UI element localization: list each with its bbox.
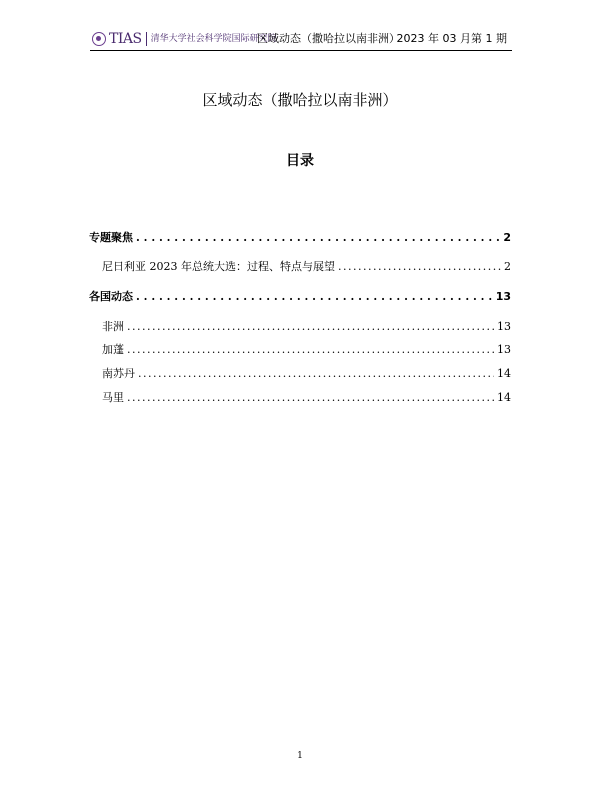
toc-entry-mali[interactable] — [102, 390, 511, 406]
toc-entry-page: 14 — [497, 391, 511, 404]
header-issue: 2023 年 03 月第 1 期 — [396, 32, 507, 45]
toc-entry-gabon[interactable] — [102, 342, 511, 358]
toc-leader — [138, 366, 494, 382]
toc-leader — [127, 390, 494, 406]
page-header — [90, 28, 512, 51]
toc-entry-south-sudan[interactable] — [102, 366, 511, 382]
header-title: 区域动态（撒哈拉以南非洲） — [257, 32, 400, 45]
toc-leader — [127, 319, 494, 335]
toc-entry-nigeria-election[interactable] — [102, 259, 511, 275]
logo-text: 清华大学社会科学院国际研究院 — [150, 33, 277, 44]
toc-heading: 目录 — [286, 153, 314, 169]
institution-logo — [92, 29, 277, 49]
toc-entry-label: 加蓬 — [102, 343, 124, 356]
toc-leader — [136, 230, 500, 246]
toc-entry-label: 各国动态 — [89, 290, 133, 303]
toc-entry-page: 2 — [504, 260, 511, 273]
toc-leader — [127, 342, 494, 358]
toc-entry-page: 13 — [497, 343, 511, 356]
logo-abbreviation: TIAS — [109, 31, 142, 47]
seal-icon — [92, 32, 106, 46]
toc-entry-page: 13 — [495, 290, 511, 303]
toc-entry-label: 马里 — [102, 391, 124, 404]
toc-entry-africa[interactable] — [102, 319, 511, 335]
toc-entry-label: 尼日利亚 2023 年总统大选：过程、特点与展望 — [102, 260, 335, 273]
toc-entry-label: 专题聚焦 — [89, 231, 133, 244]
toc-leader — [136, 289, 493, 305]
toc-entry-focus[interactable] — [89, 230, 511, 246]
page-number: 1 — [297, 751, 303, 761]
toc-entry-page: 14 — [497, 367, 511, 380]
toc-entry-label: 非洲 — [102, 320, 124, 333]
logo-divider — [146, 32, 147, 46]
toc-entry-countries[interactable] — [89, 289, 511, 305]
toc-entry-page: 2 — [503, 231, 511, 244]
toc-entry-page: 13 — [497, 320, 511, 333]
toc-leader — [338, 259, 501, 275]
document-title: 区域动态（撒哈拉以南非洲） — [202, 91, 398, 109]
toc-entry-label: 南苏丹 — [102, 367, 135, 380]
